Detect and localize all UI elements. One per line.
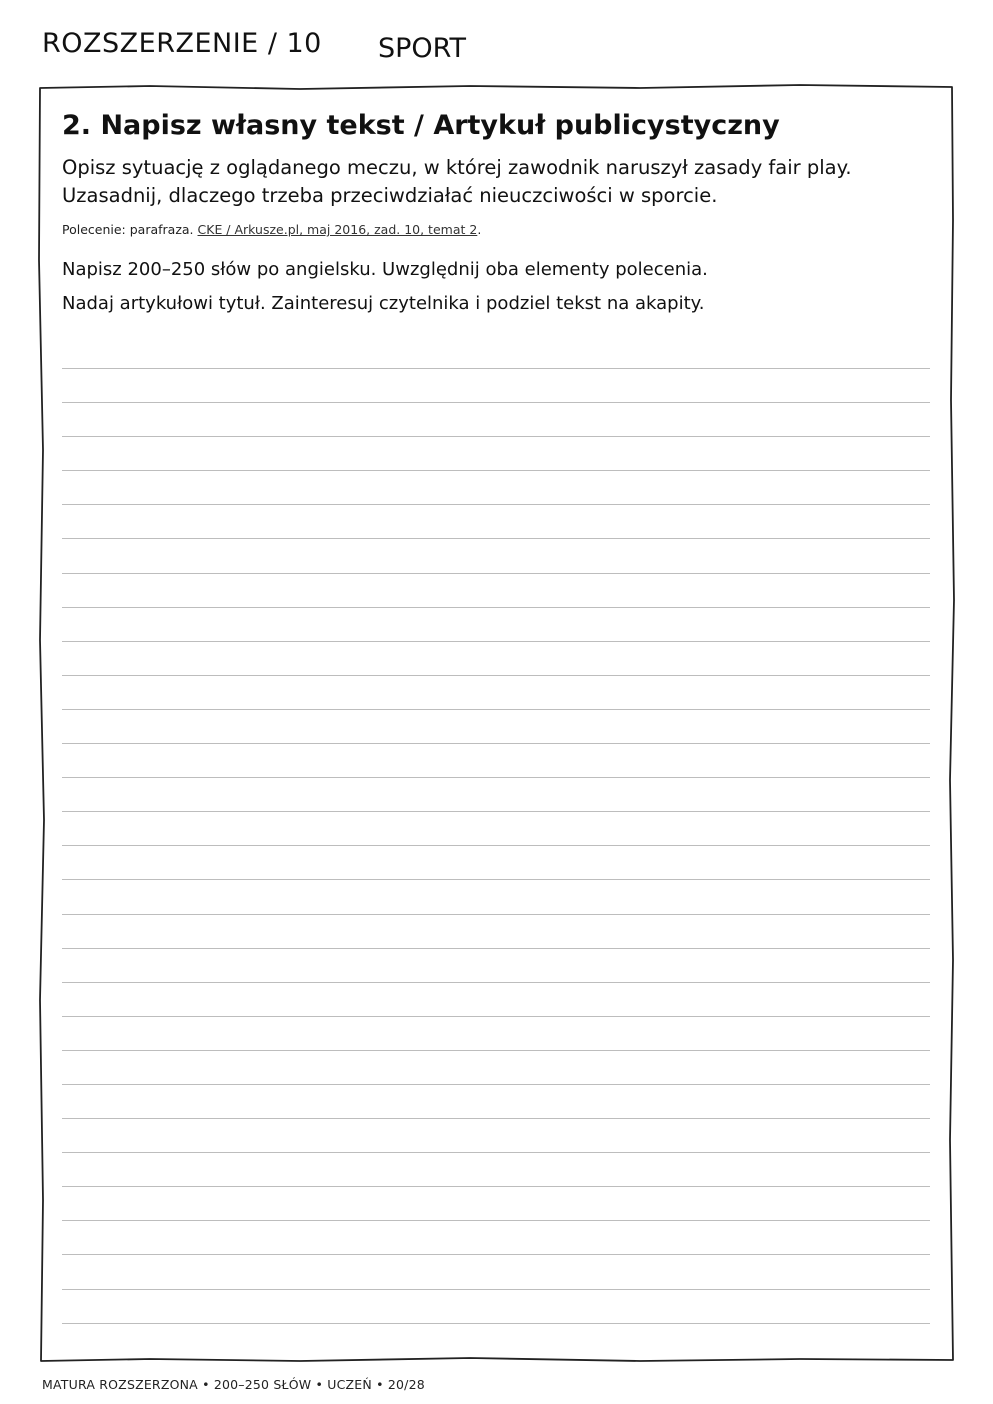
writing-line — [62, 1050, 930, 1051]
source-suffix: . — [477, 222, 482, 237]
instructions — [62, 253, 934, 321]
writing-line — [62, 1254, 930, 1255]
writing-line — [62, 845, 930, 846]
writing-line — [62, 1118, 930, 1119]
writing-line — [62, 879, 930, 880]
topic-label: SPORT — [378, 33, 466, 64]
task-section — [62, 106, 934, 321]
writing-line — [62, 1289, 930, 1290]
writing-line — [62, 607, 930, 608]
writing-line — [62, 743, 930, 744]
writing-line — [62, 948, 930, 949]
instruction-line-1: Napisz 200–250 słów po angielsku. Uwzględnij oba elementy polecenia. — [62, 259, 708, 280]
writing-line — [62, 504, 930, 505]
writing-line — [62, 436, 930, 437]
footer-text: MATURA ROZSZERZONA • 200–250 SŁÓW • UCZEŃ • 20/28 — [42, 1377, 425, 1392]
writing-line — [62, 1186, 930, 1187]
writing-line — [62, 1323, 930, 1324]
task-prompt: Opisz sytuację z oglądanego meczu, w której zawodnik naruszył zasady fair play. Uzasadnij, dlaczego trzeba przeciwdziałać nieuczciwości w sporcie. — [62, 156, 852, 207]
writing-line — [62, 538, 930, 539]
writing-line — [62, 914, 930, 915]
writing-line — [62, 709, 930, 710]
writing-line — [62, 982, 930, 983]
writing-line — [62, 573, 930, 574]
writing-line — [62, 1084, 930, 1085]
source-link[interactable]: CKE / Arkusze.pl, maj 2016, zad. 10, temat 2 — [197, 222, 478, 237]
instruction-line-2: Nadaj artykułowi tytuł. Zainteresuj czytelnika i podziel tekst na akapity. — [62, 293, 705, 314]
writing-line — [62, 1152, 930, 1153]
source-citation — [62, 222, 934, 237]
task-title: 2. Napisz własny tekst / Artykuł publicystyczny — [62, 110, 780, 141]
writing-line — [62, 368, 930, 369]
writing-line — [62, 402, 930, 403]
writing-area[interactable] — [62, 368, 930, 1357]
writing-line — [62, 470, 930, 471]
level-label: ROZSZERZENIE / 10 — [42, 28, 322, 59]
source-prefix: Polecenie: parafraza. — [62, 222, 194, 237]
writing-line — [62, 675, 930, 676]
writing-line — [62, 1016, 930, 1017]
writing-line — [62, 811, 930, 812]
writing-line — [62, 641, 930, 642]
writing-line — [62, 777, 930, 778]
writing-line — [62, 1220, 930, 1221]
